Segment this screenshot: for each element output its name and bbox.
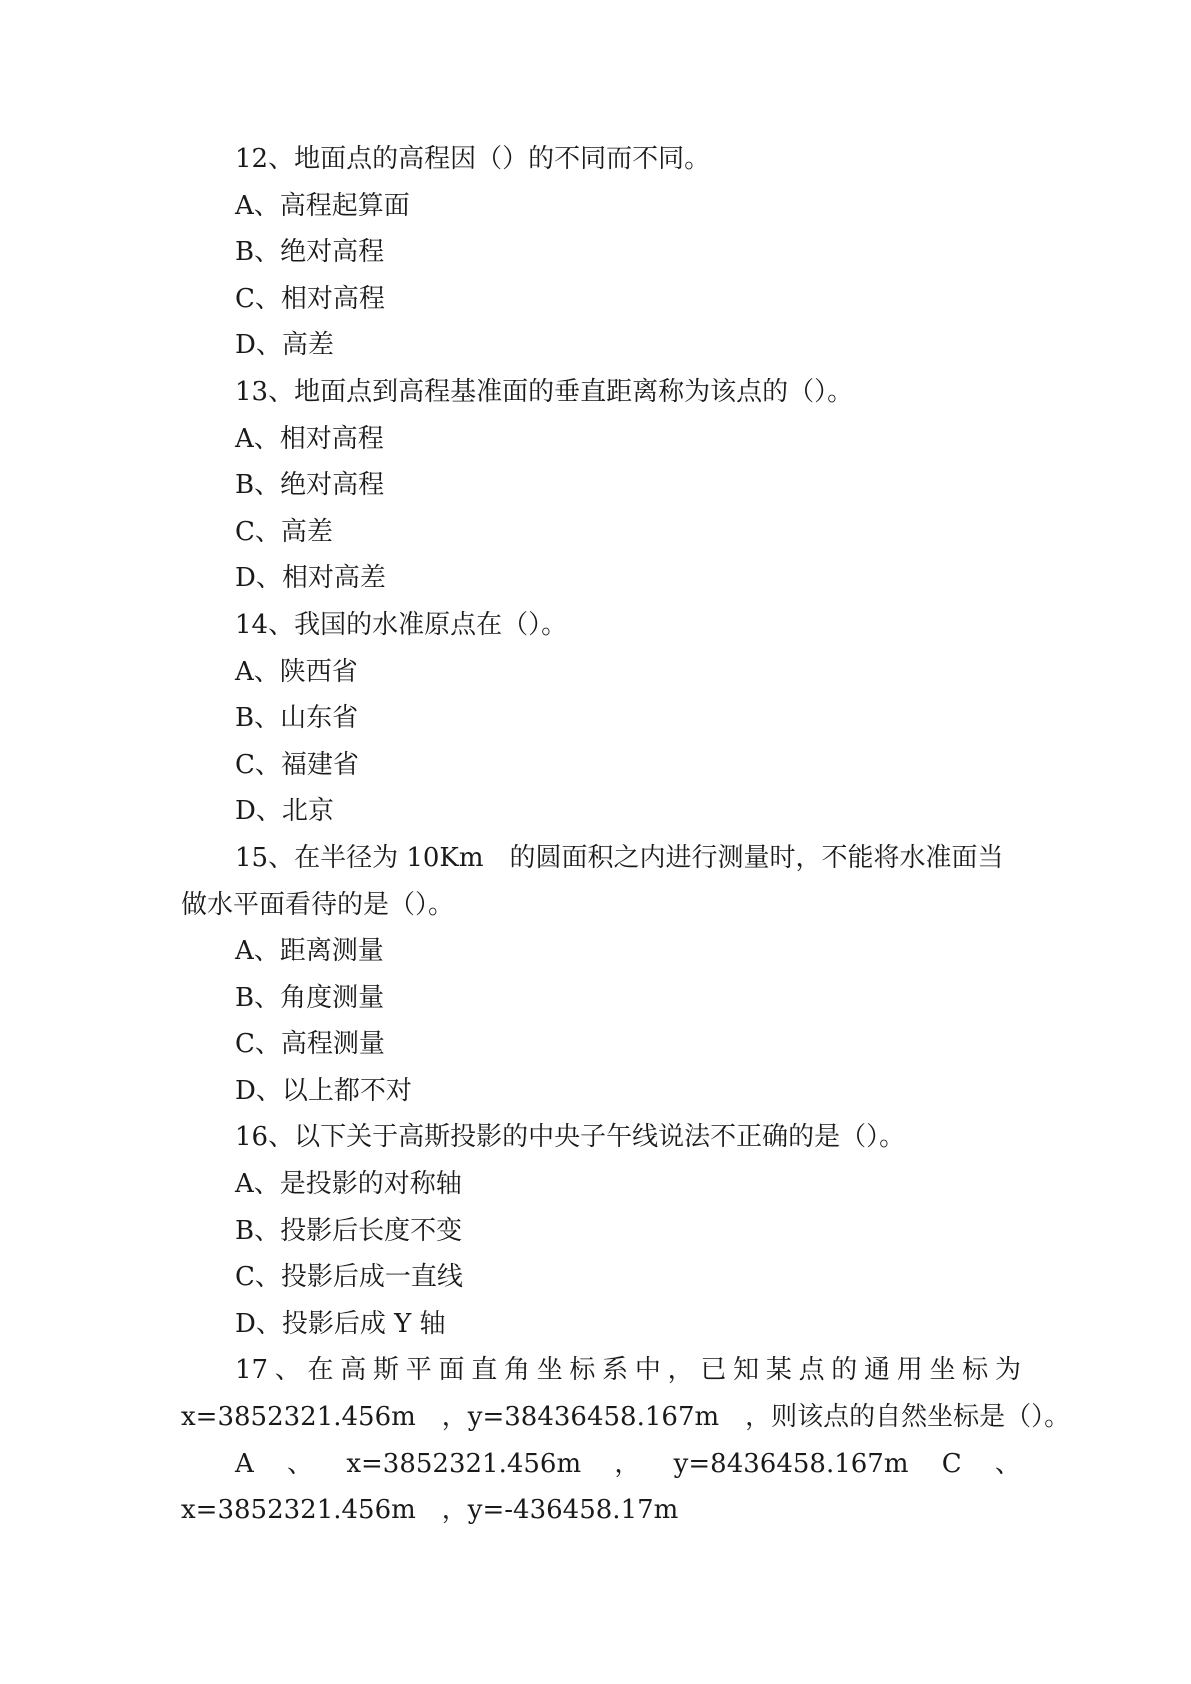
question-15-option-b: B、角度测量 [235, 982, 385, 1013]
q17-part: 坐 [929, 1355, 956, 1386]
question-14-option-c: C、福建省 [235, 749, 359, 780]
q17-answer-part: 、 [994, 1448, 1021, 1479]
q17-part: 知 [733, 1355, 760, 1386]
q17-part: 斯 [373, 1355, 400, 1386]
question-14-option-a: A、陕西省 [235, 656, 358, 687]
q17-answer-part: C [941, 1448, 962, 1479]
q17-part: ， [667, 1355, 694, 1386]
q17-part: 用 [896, 1355, 923, 1386]
q17-part: 的 [831, 1355, 858, 1386]
q17-part: 通 [864, 1355, 891, 1386]
question-14-option-d: D、北京 [235, 796, 334, 827]
q17-part: 直 [471, 1355, 498, 1386]
question-16-option-c: C、投影后成一直线 [235, 1262, 463, 1293]
question-17-answer-line-1 [181, 1441, 1021, 1488]
question-12-stem: 12、地面点的高程因（）的不同而不同。 [235, 144, 711, 174]
question-13-option-c: C、高差 [235, 516, 333, 547]
q17-part: 标 [962, 1355, 989, 1386]
q17-answer-part: y=8436458.167m [673, 1448, 909, 1479]
q17-part: 面 [438, 1355, 465, 1386]
question-12-option-b: B、绝对高程 [235, 237, 385, 268]
q17-answer-part: 、 [287, 1448, 314, 1479]
q17-part: 已 [700, 1355, 727, 1386]
question-13-option-b: B、绝对高程 [235, 470, 385, 501]
question-13-option-a: A、相对高程 [235, 423, 384, 454]
question-14-option-b: B、山东省 [235, 703, 359, 734]
q17-part: 在 [307, 1355, 334, 1386]
q17-part: 标 [569, 1355, 596, 1386]
question-16-option-a: A、是投影的对称轴 [235, 1169, 462, 1200]
question-15-option-c: C、高程测量 [235, 1029, 385, 1060]
question-15-stem-line-1: 15、在半径为 10Km 的圆面积之内进行测量时，不能将水准面当 [235, 842, 1004, 873]
question-13-option-d: D、相对高差 [235, 563, 386, 594]
question-16-option-b: B、投影后长度不变 [235, 1215, 463, 1246]
q17-part: 高 [340, 1355, 367, 1386]
question-12-option-c: C、相对高程 [235, 283, 385, 314]
q17-part: 为 [994, 1355, 1021, 1386]
question-17-answer-line-2: x=3852321.456m ，y=-436458.17m [181, 1495, 679, 1526]
question-12-option-d: D、高差 [235, 330, 334, 361]
q17-part: 中 [634, 1355, 661, 1386]
q17-part: 某 [765, 1355, 792, 1386]
question-13-stem: 13、地面点到高程基准面的垂直距离称为该点的（）。 [235, 376, 854, 407]
question-15-option-d: D、以上都不对 [235, 1075, 412, 1106]
q17-answer-part: x=3852321.456m [346, 1448, 582, 1479]
q17-part: 平 [405, 1355, 432, 1386]
question-15-option-a: A、距离测量 [235, 936, 384, 967]
q17-part: 17 [235, 1355, 269, 1386]
q17-answer-part: A [235, 1448, 254, 1479]
question-12-option-a: A、高程起算面 [235, 190, 410, 221]
question-17-stem-line-2: x=3852321.456m ，y=38436458.167m ，则该点的自然坐标是（）。 [181, 1402, 1071, 1433]
q17-part: 角 [503, 1355, 530, 1386]
q17-part: 、 [274, 1355, 301, 1386]
question-16-option-d: D、投影后成 Y 轴 [235, 1308, 446, 1339]
q17-part: 坐 [536, 1355, 563, 1386]
q17-answer-part: ， [614, 1448, 641, 1479]
question-15-stem-line-2: 做水平面看待的是（）。 [181, 889, 455, 920]
question-16-stem: 16、以下关于高斯投影的中央子午线说法不正确的是（）。 [235, 1122, 906, 1153]
question-14-stem: 14、我国的水准原点在（）。 [235, 609, 568, 640]
q17-part: 点 [798, 1355, 825, 1386]
question-17-stem-line-1 [181, 1347, 1021, 1394]
document-body [181, 136, 1071, 1534]
q17-part: 系 [602, 1355, 629, 1386]
